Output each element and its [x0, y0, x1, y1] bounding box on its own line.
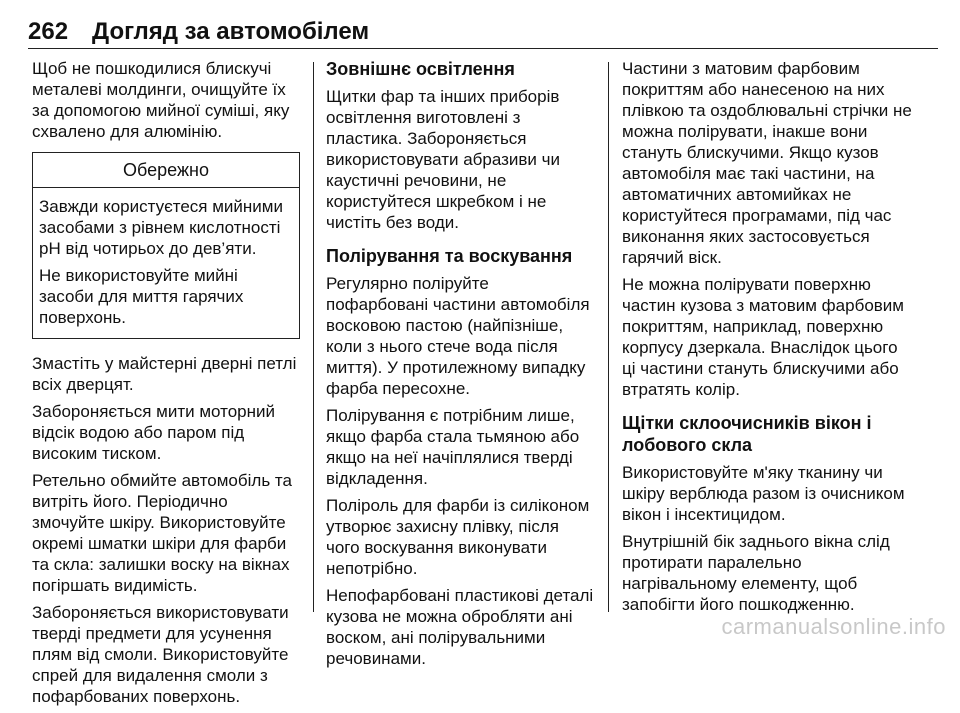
paragraph: Не можна полірувати поверхню частин кузова з матовим фарбовим покриттям, наприклад, поверхню корпусу дзеркала. Внаслідок цього ці частини стануть блискучими або втратять колір. [622, 275, 904, 399]
page-header [28, 8, 938, 49]
column-1 [32, 58, 300, 713]
column-divider [313, 62, 314, 612]
paragraph: Використовуйте м'яку тканину чи шкіру верблюда разом із очисником вікон і інсектицидом. [622, 463, 905, 524]
caution-text: Не використовуйте мийні засоби для миття гарячих поверхонь. [39, 266, 244, 327]
paragraph: Внутрішній бік заднього вікна слід протирати паралельно нагрівальному елементу, щоб запобігти його пошкодженню. [622, 532, 890, 614]
section-heading: Щітки склоочисників вікон і лобового скла [622, 413, 872, 455]
caution-text: Завжди користуєтеся мийними засобами з рівнем кислотності pH від чотирьох до дев’яти. [39, 197, 283, 258]
paragraph: Забороняється мити моторний відсік водою або паром під високим тиском. [32, 402, 276, 463]
paragraph: Щоб не пошкодилися блискучі металеві молдинги, очищуйте їх за допомогою мийної суміші, яку схвалено для алюмінію. [32, 59, 290, 141]
paragraph: Ретельно обмийте автомобіль та витріть його. Періодично змочуйте шкіру. Використовуйте окремі шматки шкіри для фарби та скла: залишки воску на вікнах погіршать видимість. [32, 471, 292, 595]
paragraph: Частини з матовим фарбовим покриттям або нанесеною на них плівкою та оздоблювальні стрічки не можна полірувати, інакше вони стануть блискучими. Якщо кузов автомобіля має такі частини, на автоматичних автомийках не користуйтеся програмами, під час виконання яких застосовується гарячий віск. [622, 59, 912, 267]
section-heading: Полірування та воскування [326, 246, 573, 266]
paragraph: Змастіть у майстерні дверні петлі всіх дверцят. [32, 354, 297, 394]
paragraph: Щитки фар та інших приборів освітлення виготовлені з пластика. Забороняється використовувати абразиви чи каустичні речовини, не користуйтеся шкребком і не чистіть без води. [326, 87, 560, 232]
section-heading: Зовнішнє освітлення [326, 59, 515, 79]
paragraph: Регулярно поліруйте пофарбовані частини автомобіля восковою пастою (найпізніше, коли з нього стече вода після миття). У протилежному випадку фарба пересохне. [326, 274, 590, 398]
caution-box [32, 152, 300, 339]
paragraph: Непофарбовані пластикові деталі кузова не можна обробляти ані воском, ані полірувальними речовинами. [326, 586, 594, 668]
paragraph: Забороняється використовувати тверді предмети для усунення плям від смоли. Використовуйте спрей для видалення смоли з пофарбованих поверхонь. [32, 603, 289, 706]
watermark: carmanualsonline.info [721, 614, 946, 639]
caution-body [33, 188, 299, 338]
column-3 [622, 58, 912, 621]
column-2 [326, 58, 594, 675]
running-title: Догляд за автомобілем [92, 18, 370, 45]
caution-title: Обережно [33, 153, 299, 188]
column-divider [608, 62, 609, 612]
paragraph: Полірування є потрібним лише, якщо фарба стала тьмяною або якщо на неї начіплялися тверді відкладення. [326, 406, 580, 488]
paragraph: Поліроль для фарби із силіконом утворює захисну плівку, після чого воскування виконувати непотрібно. [326, 496, 590, 578]
page-number: 262 [28, 18, 69, 45]
